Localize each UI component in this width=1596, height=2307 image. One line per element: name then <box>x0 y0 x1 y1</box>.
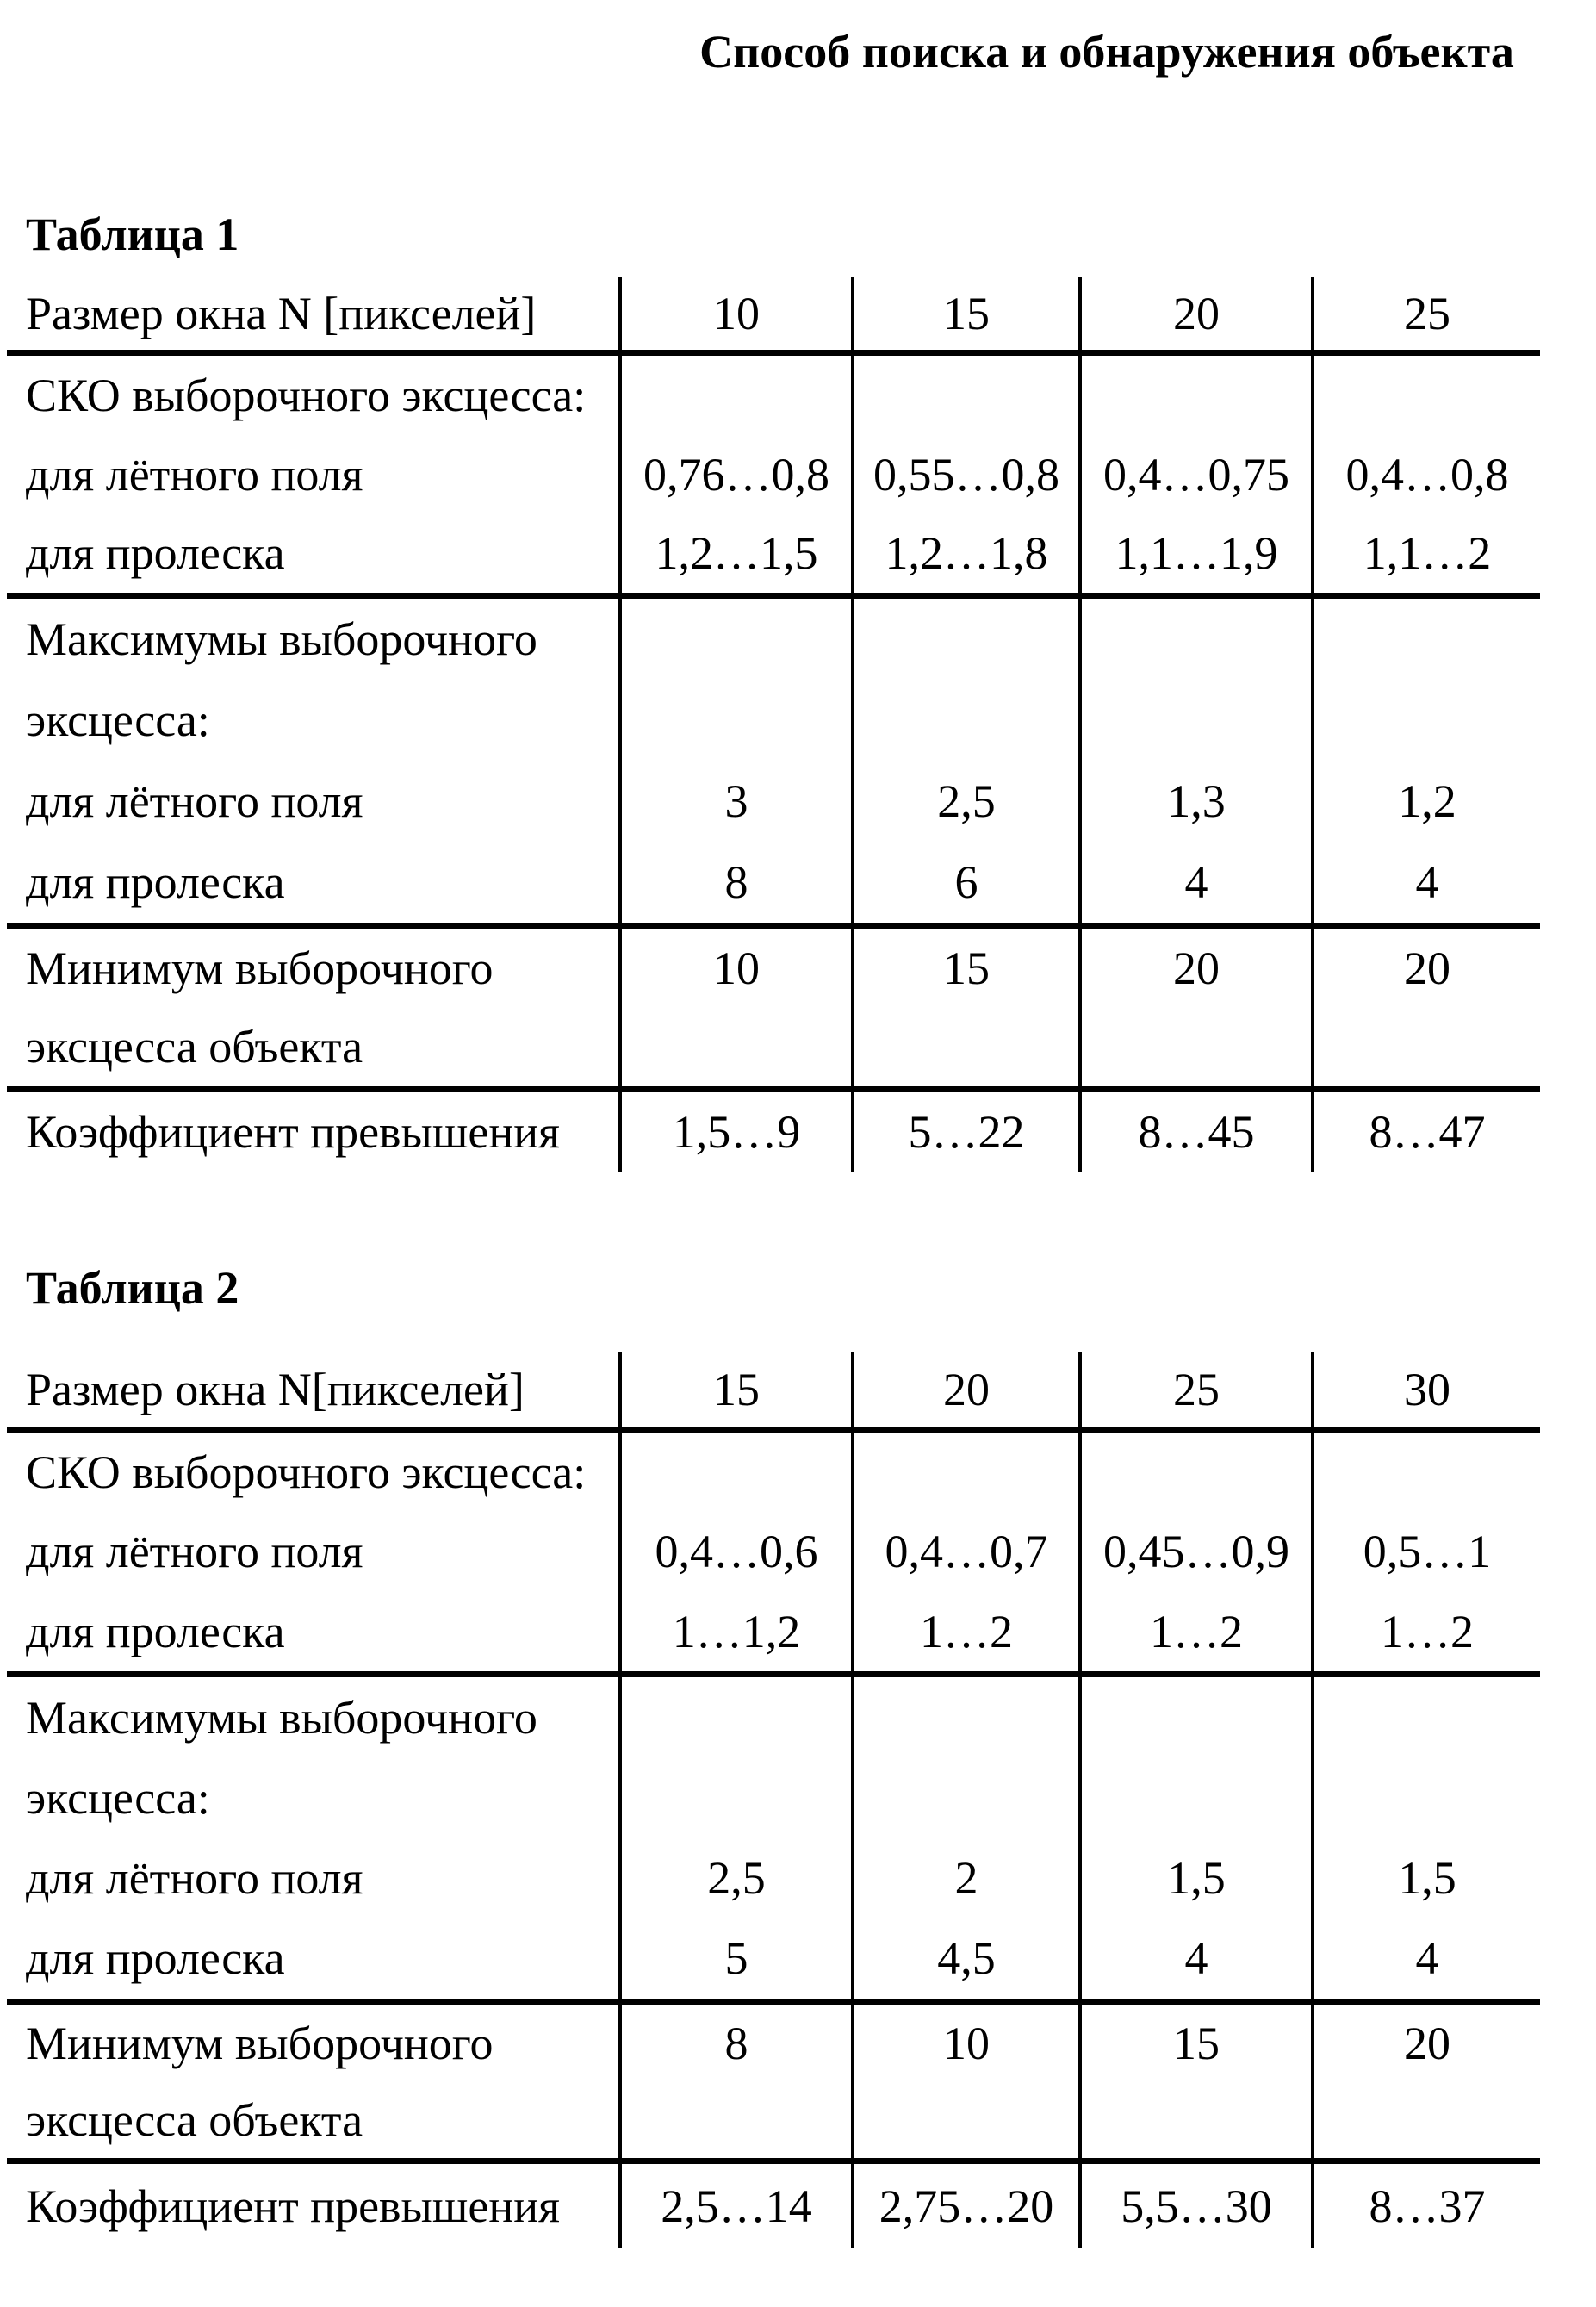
row-label: Максимумы выборочного <box>26 613 537 665</box>
cell-value: 4 <box>1184 856 1208 908</box>
cell-value: 15 <box>1173 2017 1220 2069</box>
column-header-value: 10 <box>713 288 760 339</box>
cell-value: 5,5…30 <box>1121 2180 1272 2232</box>
table-cell <box>851 1433 1078 1671</box>
table-cell <box>851 599 1078 923</box>
table-cell <box>1078 1092 1311 1172</box>
cell-value: 10 <box>943 2017 990 2069</box>
cell-value: 0,55…0,8 <box>873 448 1059 501</box>
table-section-max <box>7 1677 1540 2005</box>
cell-value: 8 <box>724 856 748 908</box>
cell-value: 1,2…1,8 <box>885 527 1048 580</box>
table-cell <box>7 356 618 593</box>
row-label: Минимум выборочного <box>26 2017 494 2069</box>
row-label: для лётного поля <box>26 775 363 827</box>
table-cell <box>1078 2005 1311 2158</box>
cell-value: 1,2 <box>1398 775 1456 827</box>
table-section-sko <box>7 356 1540 599</box>
column-header-value: 20 <box>1173 288 1220 339</box>
row-label: Максимумы выборочного <box>26 1691 537 1744</box>
table-cell <box>1311 356 1540 593</box>
table-cell <box>7 277 618 350</box>
row-label: эксцесса объекта <box>26 1021 363 1073</box>
cell-value: 0,76…0,8 <box>643 448 829 501</box>
row-label: эксцесса объекта <box>26 2093 363 2146</box>
column-header-value: 15 <box>713 1364 760 1415</box>
table-cell <box>618 2164 851 2248</box>
cell-value: 8…45 <box>1138 1106 1255 1158</box>
cell-value: 1,5 <box>1398 1852 1456 1905</box>
table-cell <box>1311 1092 1540 1172</box>
table-cell <box>1078 356 1311 593</box>
table-cell <box>1311 277 1540 350</box>
cell-value: 0,45…0,9 <box>1103 1526 1289 1578</box>
table-cell <box>618 277 851 350</box>
cell-value: 5 <box>724 1932 748 1985</box>
cell-value: 5…22 <box>908 1106 1025 1158</box>
table-cell <box>7 2005 618 2158</box>
table-cell <box>7 1352 618 1427</box>
cell-value: 15 <box>943 942 990 994</box>
document-title: Способ поиска и обнаружения объекта <box>699 26 1514 78</box>
table-cell <box>1078 929 1311 1086</box>
cell-value: 0,4…0,75 <box>1103 448 1289 501</box>
row-label: для лётного поля <box>26 1526 363 1578</box>
table-section-sko <box>7 1433 1540 1677</box>
table-cell <box>1078 1352 1311 1427</box>
table-2-caption: Таблица 2 <box>26 1262 239 1314</box>
table-cell <box>618 1433 851 1671</box>
table-cell <box>1078 1433 1311 1671</box>
column-header-value: 30 <box>1404 1364 1450 1415</box>
row-label: для лётного поля <box>26 448 363 501</box>
row-label: для пролеска <box>26 527 285 580</box>
cell-value: 1,5 <box>1167 1852 1226 1905</box>
column-header-value: 20 <box>943 1364 990 1415</box>
row-label: для лётного поля <box>26 1852 363 1905</box>
cell-value: 10 <box>713 942 760 994</box>
cell-value: 1…2 <box>920 1605 1013 1657</box>
column-header-value: 15 <box>943 288 990 339</box>
row-label: Минимум выборочного <box>26 942 494 994</box>
cell-value: 1,5…9 <box>672 1106 801 1158</box>
row-label: СКО выборочного эксцесса: <box>26 369 587 421</box>
table-cell <box>7 2164 618 2248</box>
table-cell <box>1078 277 1311 350</box>
table-cell <box>851 1352 1078 1427</box>
cell-value: 2,5 <box>707 1852 766 1905</box>
row-label: для пролеска <box>26 856 285 908</box>
cell-value: 6 <box>954 856 978 908</box>
table-cell <box>851 2005 1078 2158</box>
table-header-row <box>7 1352 1540 1433</box>
table-section-max <box>7 599 1540 929</box>
table-cell <box>7 599 618 923</box>
cell-value: 4 <box>1184 1932 1208 1985</box>
row-label: Коэффициент превышения <box>26 2180 560 2232</box>
column-header-label: Размер окна N [пикселей] <box>26 288 537 339</box>
cell-value: 1,3 <box>1167 775 1226 827</box>
table-cell <box>7 1677 618 1999</box>
column-header-label: Размер окна N[пикселей] <box>26 1364 525 1415</box>
row-label: СКО выборочного эксцесса: <box>26 1446 587 1499</box>
table-cell <box>1311 599 1540 923</box>
cell-value: 4 <box>1415 1932 1439 1985</box>
cell-value: 0,4…0,7 <box>885 1526 1048 1578</box>
table-2 <box>7 1352 1540 2248</box>
table-cell <box>618 1352 851 1427</box>
table-cell <box>618 2005 851 2158</box>
cell-value: 20 <box>1173 942 1220 994</box>
table-section-coef <box>7 1092 1540 1172</box>
cell-value: 1…1,2 <box>672 1605 801 1657</box>
table-cell <box>618 356 851 593</box>
table-cell <box>1078 1677 1311 1999</box>
table-cell <box>1311 1352 1540 1427</box>
table-cell <box>1311 2164 1540 2248</box>
table-cell <box>7 1433 618 1671</box>
table-cell <box>1311 1433 1540 1671</box>
cell-value: 8…37 <box>1369 2180 1486 2232</box>
table-header-row <box>7 277 1540 356</box>
cell-value: 0,4…0,8 <box>1345 448 1509 501</box>
table-cell <box>1078 599 1311 923</box>
cell-value: 20 <box>1404 942 1450 994</box>
table-cell <box>7 1092 618 1172</box>
table-cell <box>618 599 851 923</box>
table-section-min <box>7 929 1540 1092</box>
column-header-value: 25 <box>1173 1364 1220 1415</box>
cell-value: 2 <box>954 1852 978 1905</box>
cell-value: 2,75…20 <box>879 2180 1054 2232</box>
table-cell <box>1311 2005 1540 2158</box>
column-header-value: 25 <box>1404 288 1450 339</box>
table-1 <box>7 277 1540 1172</box>
cell-value: 2,5 <box>937 775 996 827</box>
cell-value: 4 <box>1415 856 1439 908</box>
table-cell <box>851 277 1078 350</box>
cell-value: 3 <box>724 775 748 827</box>
cell-value: 20 <box>1404 2017 1450 2069</box>
table-section-coef <box>7 2164 1540 2248</box>
cell-value: 1,2…1,5 <box>655 527 818 580</box>
cell-value: 0,4…0,6 <box>655 1526 818 1578</box>
cell-value: 0,5…1 <box>1363 1526 1492 1578</box>
table-section-min <box>7 2005 1540 2164</box>
table-cell <box>1078 2164 1311 2248</box>
cell-value: 1,1…2 <box>1363 527 1492 580</box>
cell-value: 4,5 <box>937 1932 996 1985</box>
table-cell <box>618 1677 851 1999</box>
table-cell <box>851 2164 1078 2248</box>
table-cell <box>1311 1677 1540 1999</box>
table-cell <box>7 929 618 1086</box>
row-label: для пролеска <box>26 1932 285 1985</box>
row-label: для пролеска <box>26 1605 285 1657</box>
table-cell <box>851 1092 1078 1172</box>
cell-value: 8 <box>724 2017 748 2069</box>
table-cell <box>618 929 851 1086</box>
table-1-caption: Таблица 1 <box>26 208 239 260</box>
table-cell <box>1311 929 1540 1086</box>
cell-value: 1,1…1,9 <box>1115 527 1278 580</box>
table-cell <box>851 356 1078 593</box>
table-cell <box>618 1092 851 1172</box>
cell-value: 2,5…14 <box>661 2180 812 2232</box>
cell-value: 1…2 <box>1150 1605 1243 1657</box>
cell-value: 8…47 <box>1369 1106 1486 1158</box>
table-cell <box>851 929 1078 1086</box>
row-label: эксцесса: <box>26 694 210 746</box>
cell-value: 1…2 <box>1381 1605 1474 1657</box>
table-cell <box>851 1677 1078 1999</box>
row-label: Коэффициент превышения <box>26 1106 560 1158</box>
row-label: эксцесса: <box>26 1771 210 1824</box>
